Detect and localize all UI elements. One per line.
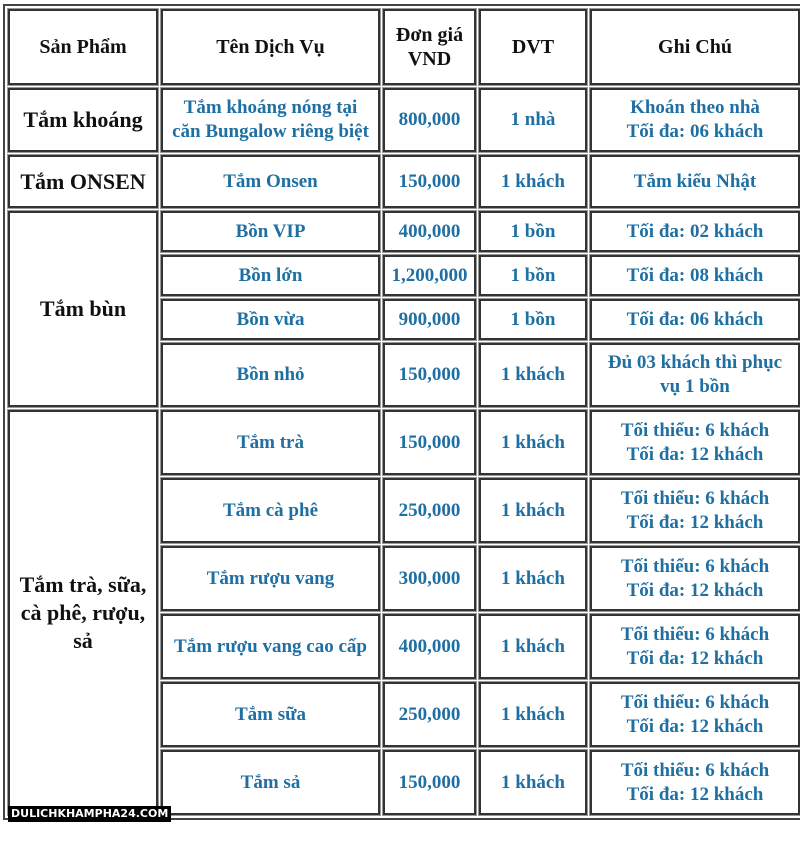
note-cell — [590, 211, 800, 252]
unit-cell — [479, 546, 587, 611]
service-cell — [161, 614, 380, 679]
cell-line: 1,200,000 — [391, 264, 468, 286]
unit-cell — [479, 211, 587, 252]
unit-cell — [479, 255, 587, 296]
service-cell — [161, 211, 380, 252]
cell-line: VND — [407, 48, 452, 70]
note-cell — [590, 410, 800, 475]
cell-line: Tối thiểu: 6 khách — [620, 623, 770, 645]
header-note — [590, 9, 800, 85]
cell-line: 1 khách — [501, 703, 565, 725]
service-cell — [161, 478, 380, 543]
cell-line: Tắm kiểu Nhật — [633, 170, 757, 192]
price-cell — [383, 88, 476, 152]
cell-line: Tắm ONSEN — [20, 168, 146, 194]
cell-line: 1 bồn — [510, 308, 556, 330]
unit-cell — [479, 155, 587, 208]
note-cell — [590, 155, 800, 208]
cell-line: Tắm bùn — [39, 296, 127, 321]
cell-line: Tắm Onsen — [223, 170, 318, 192]
cell-line: Tắm cà phê — [223, 499, 318, 521]
cell-line: Khoán theo nhà — [630, 97, 760, 118]
unit-cell — [479, 88, 587, 152]
price-cell — [383, 478, 476, 543]
cell-line: 1 bồn — [510, 220, 556, 242]
service-cell — [161, 299, 380, 340]
cell-line: 400,000 — [398, 635, 461, 657]
header-product — [8, 9, 158, 85]
table-row — [8, 410, 800, 475]
table-row — [8, 211, 800, 252]
cell-line: Tối thiểu: 6 khách — [620, 759, 770, 781]
cell-line: Tắm khoáng nóng tại — [183, 97, 358, 118]
cell-line: 150,000 — [398, 431, 461, 453]
table-row — [8, 88, 800, 152]
cell-line: Sản Phẩm — [39, 36, 127, 58]
cell-line: 1 khách — [501, 499, 565, 521]
cell-line: Tắm trà — [236, 431, 304, 453]
cell-line: 250,000 — [398, 703, 461, 725]
cell-line: 1 khách — [501, 364, 565, 385]
cell-line: DVT — [511, 36, 555, 58]
cell-line: 150,000 — [398, 170, 461, 192]
cell-line: Tắm rượu vang cao cấp — [174, 635, 367, 657]
cell-line: Tối đa: 02 khách — [626, 220, 764, 242]
cell-line: 1 bồn — [510, 264, 556, 286]
price-cell — [383, 211, 476, 252]
cell-line: Đủ 03 khách thì phục — [607, 352, 783, 373]
cell-line: Tối đa: 12 khách — [626, 715, 764, 737]
service-cell — [161, 546, 380, 611]
cell-line: Tối thiểu: 6 khách — [620, 691, 770, 713]
cell-line: Tắm rượu vang — [206, 567, 335, 589]
note-cell — [590, 343, 800, 407]
cell-line: 150,000 — [398, 771, 461, 793]
unit-cell — [479, 299, 587, 340]
cell-line: Tối đa: 12 khách — [626, 511, 764, 533]
cell-line: Tối đa: 06 khách — [626, 308, 764, 330]
price-cell — [383, 299, 476, 340]
header-price — [383, 9, 476, 85]
price-cell — [383, 682, 476, 747]
cell-line: 1 khách — [501, 170, 565, 192]
cell-line: Tối đa: 12 khách — [626, 783, 764, 805]
note-cell — [590, 299, 800, 340]
cell-line: Bồn nhỏ — [236, 364, 305, 385]
cell-line: vụ 1 bồn — [660, 376, 730, 397]
price-cell — [383, 750, 476, 815]
unit-cell — [479, 750, 587, 815]
note-cell — [590, 478, 800, 543]
product-cell — [8, 211, 158, 407]
product-cell — [8, 88, 158, 152]
cell-line: Tối đa: 12 khách — [626, 647, 764, 669]
cell-line: Tên Dịch Vụ — [216, 36, 325, 58]
cell-line: Tối đa: 12 khách — [626, 579, 764, 601]
service-cell — [161, 343, 380, 407]
cell-line: 400,000 — [398, 220, 461, 242]
watermark: DULICHKHAMPHA24.COM — [8, 806, 171, 822]
cell-line: Đơn giá — [395, 24, 464, 46]
cell-line: Bồn vừa — [236, 308, 305, 330]
cell-line: 1 khách — [501, 771, 565, 793]
unit-cell — [479, 410, 587, 475]
note-cell — [590, 255, 800, 296]
cell-line: Tắm trà, sữa, — [19, 571, 147, 597]
unit-cell — [479, 614, 587, 679]
cell-line: 1 khách — [501, 635, 565, 657]
cell-line: 150,000 — [398, 364, 461, 385]
unit-cell — [479, 478, 587, 543]
cell-line: 1 khách — [501, 567, 565, 589]
price-cell — [383, 255, 476, 296]
price-cell — [383, 343, 476, 407]
product-cell — [8, 410, 158, 815]
note-cell — [590, 682, 800, 747]
cell-line: Tối đa: 06 khách — [626, 121, 764, 142]
cell-line: Bồn lớn — [238, 264, 303, 286]
cell-line: 1 khách — [501, 431, 565, 453]
cell-line: 300,000 — [398, 567, 461, 589]
cell-line: Ghi Chú — [658, 36, 732, 58]
cell-line: sả — [73, 627, 93, 653]
cell-line: Tối thiểu: 6 khách — [620, 419, 770, 441]
cell-line: Tắm khoáng — [23, 107, 143, 132]
service-cell — [161, 255, 380, 296]
price-table — [3, 4, 800, 820]
price-cell — [383, 410, 476, 475]
service-cell — [161, 750, 380, 815]
cell-line: Tối thiểu: 6 khách — [620, 555, 770, 577]
service-cell — [161, 410, 380, 475]
cell-line: căn Bungalow riêng biệt — [172, 121, 369, 142]
table-row — [8, 155, 800, 208]
note-cell — [590, 88, 800, 152]
cell-line: Tắm sả — [240, 771, 301, 793]
service-cell — [161, 682, 380, 747]
note-cell — [590, 750, 800, 815]
cell-line: Tắm sữa — [234, 703, 307, 725]
cell-line: Tối đa: 08 khách — [626, 264, 764, 286]
service-cell — [161, 88, 380, 152]
cell-line: 800,000 — [398, 109, 461, 130]
note-cell — [590, 614, 800, 679]
header-row — [8, 9, 800, 85]
cell-line: cà phê, rượu, — [20, 599, 146, 625]
cell-line: Tối thiểu: 6 khách — [620, 487, 770, 509]
cell-line: Bồn VIP — [235, 220, 306, 242]
price-cell — [383, 614, 476, 679]
price-cell — [383, 546, 476, 611]
note-cell — [590, 546, 800, 611]
header-unit — [479, 9, 587, 85]
unit-cell — [479, 682, 587, 747]
service-cell — [161, 155, 380, 208]
price-cell — [383, 155, 476, 208]
cell-line: 900,000 — [398, 308, 461, 330]
product-cell — [8, 155, 158, 208]
cell-line: 1 nhà — [510, 109, 556, 130]
unit-cell — [479, 343, 587, 407]
header-service — [161, 9, 380, 85]
cell-line: Tối đa: 12 khách — [626, 443, 764, 465]
cell-line: 250,000 — [398, 499, 461, 521]
